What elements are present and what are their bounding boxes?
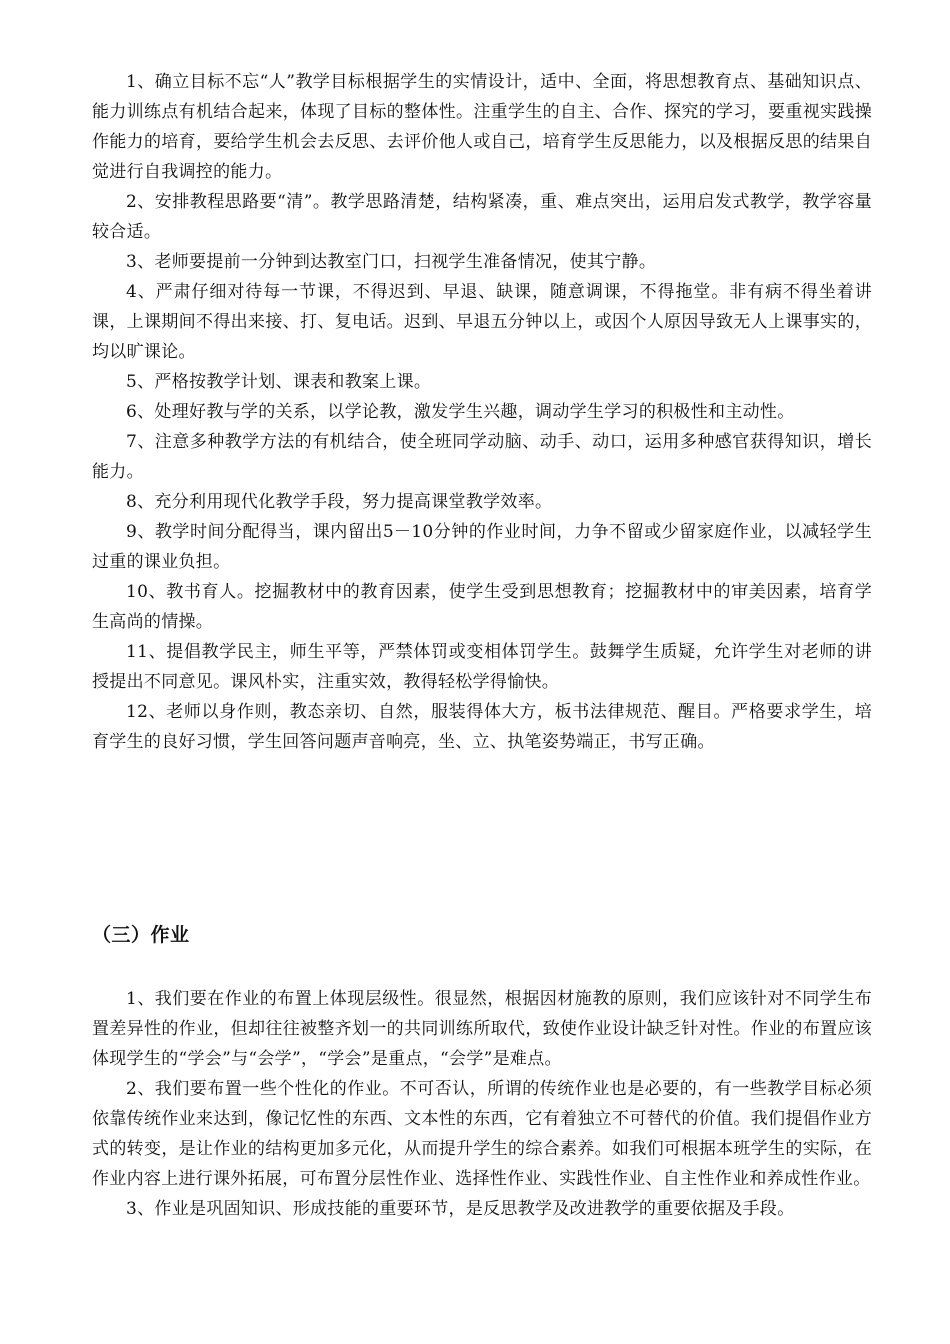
teaching-item-11: 11、提倡教学民主，师生平等，严禁体罚或变相体罚学生。鼓舞学生质疑，允许学生对老师的讲授提出不同意见。课风朴实，注重实效，教得轻松学得愉快。	[92, 642, 872, 692]
teaching-item-5: 5、严格按教学计划、课表和教案上课。	[126, 372, 432, 392]
teaching-item-8: 8、充分利用现代化教学手段，努力提高课堂教学效率。	[126, 492, 553, 512]
homework-item-2: 2、我们要布置一些个性化的作业。不可否认，所谓的传统作业也是必要的，有一些教学目标必须依靠传统作业来达到，像记忆性的东西、文本性的东西，它有着独立不可替代的价值。我们提倡作业方式的转变，是让作业的结构更加多元化，从而提升学生的综合素养。如我们可根据本班学生的实际，在作业内容上进行课外拓展，可布置分层性作业、选择性作业、实践性作业、自主性作业和养成性作业。	[92, 1079, 872, 1189]
teaching-item-1: 1、确立目标不忘“人”教学目标根据学生的实情设计，适中、全面，将思想教育点、基础知识点、能力训练点有机结合起来，体现了目标的整体性。注重学生的自主、合作、探究的学习，要重视实践操作能力的培育，要给学生机会去反思、去评价他人或自己，培育学生反思能力，以及根据反思的结果自觉进行自我调控的能力。	[92, 72, 872, 182]
teaching-item-4: 4、严肃仔细对待每一节课，不得迟到、早退、缺课，随意调课，不得拖堂。非有病不得坐着讲课，上课期间不得出来接、打、复电话。迟到、早退五分钟以上，或因个人原因导致无人上课事实的，均以旷课论。	[92, 282, 872, 362]
teaching-item-12: 12、老师以身作则，教态亲切、自然，服装得体大方，板书法律规范、醒目。严格要求学生，培育学生的良好习惯，学生回答问题声音响亮，坐、立、执笔姿势端正，书写正确。	[92, 702, 872, 752]
teaching-item-6: 6、处理好教与学的关系，以学论教，激发学生兴趣，调动学生学习的积极性和主动性。	[126, 402, 795, 422]
homework-heading: （三）作业	[92, 924, 190, 946]
teaching-item-9: 9、教学时间分配得当，课内留出5－10分钟的作业时间，力争不留或少留家庭作业，以减轻学生过重的课业负担。	[92, 522, 872, 572]
homework-section	[92, 984, 872, 1224]
homework-item-1: 1、我们要在作业的布置上体现层级性。很显然，根据因材施教的原则，我们应该针对不同学生布置差异性的作业，但却往往被整齐划一的共同训练所取代，致使作业设计缺乏针对性。作业的布置应该体现学生的“学会”与“会学”，“学会”是重点，“会学”是难点。	[92, 989, 872, 1069]
homework-item-3: 3、作业是巩固知识、形成技能的重要环节，是反思教学及改进教学的重要依据及手段。	[126, 1199, 795, 1219]
teaching-requirements-section	[92, 67, 872, 757]
teaching-item-2: 2、安排教程思路要“清”。教学思路清楚，结构紧凑，重、难点突出，运用启发式教学，教学容量较合适。	[92, 192, 872, 242]
teaching-item-10: 10、教书育人。挖掘教材中的教育因素，使学生受到思想教育；挖掘教材中的审美因素，培育学生高尚的情操。	[92, 582, 872, 632]
teaching-item-3: 3、老师要提前一分钟到达教室门口，扫视学生准备情况，使其宁静。	[126, 252, 657, 272]
teaching-item-7: 7、注意多种教学方法的有机结合，使全班同学动脑、动手、动口，运用多种感官获得知识，增长能力。	[92, 432, 872, 482]
